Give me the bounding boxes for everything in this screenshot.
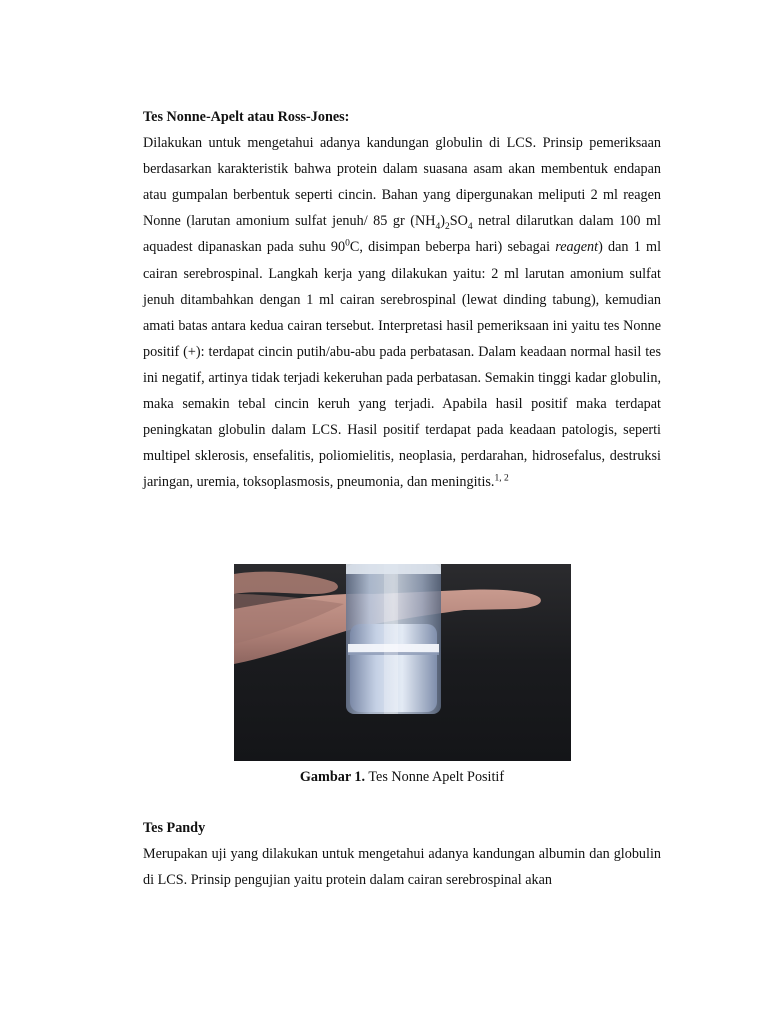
subscript: 2 [444,222,450,233]
paragraph-text: ) [440,213,445,230]
paragraph-text: Dilakukan untuk mengetahui adanya kandungan globulin di LCS. Prinsip pemeriksaan berdasarkan karakteristik bahwa protein dalam suasana asam akan membentuk endapan atau gumpalan berbentuk seperti cincin. Bahan yang dipergunakan meliputi 2 ml reagen Nonne (larutan amonium sulfat jenuh/ 85 gr (NH [143,135,661,230]
test-tube-photo [234,564,571,761]
body-paragraph [143,130,661,495]
figure-caption [143,765,661,789]
section-heading: Tes Nonne-Apelt atau Ross-Jones: [143,109,350,125]
caption-label: Gambar 1. [299,769,366,785]
italic-term: reagent [555,239,599,256]
paragraph-text: SO [449,213,468,230]
body-paragraph: Merupakan uji yang dilakukan untuk mengetahui adanya kandungan albumin dan globulin di LCS. Prinsip pengujian yaitu protein dalam cairan serebrospinal akan [143,846,661,889]
section-nonne-apelt [143,104,661,495]
paragraph-text: ) dan 1 ml cairan serebrospinal. Langkah kerja yang dilakukan yaitu: 2 ml larutan amonium sulfat jenuh ditambahkan dengan 1 ml cairan serebrospinal (lewat dinding tabung), kemudian amati batas antara kedua cairan tersebut. Interpretasi hasil pemeriksaan ini yaitu tes Nonne positif (+): terdapat cincin putih/abu-abu pada perbatasan. Dalam keadaan normal hasil tes ini negatif, artinya tidak terjadi kekeruhan pada perbatasan. Semakin tinggi kadar globulin, maka semakin tebal cincin keruh yang terjadi. Apabila hasil positif maka terdapat peningkatan globulin dalam LCS. Hasil positif terdapat pada keadaan patologis, seperti multipel sklerosis, ensefalitis, poliomielitis, neoplasia, perdarahan, hidrosefalus, destruksi jaringan, uremia, toksoplasmosis, pneumonia, dan meningitis. [143,239,662,491]
superscript: 0 [345,238,350,249]
section-heading: Tes Pandy [143,820,206,836]
subscript: 4 [435,222,441,233]
paragraph-text: netral dilarutkan dalam 100 ml aquadest dipanaskan pada suhu 90 [143,213,661,256]
caption-text: Tes Nonne Apelt Positif [365,769,505,785]
figure-photo [234,564,571,761]
reference-superscript: 1, 2 [494,473,509,484]
subscript: 4 [467,222,473,233]
paragraph-text: C, disimpan beberpa hari) sebagai [349,239,556,256]
section-pandy [143,815,661,893]
